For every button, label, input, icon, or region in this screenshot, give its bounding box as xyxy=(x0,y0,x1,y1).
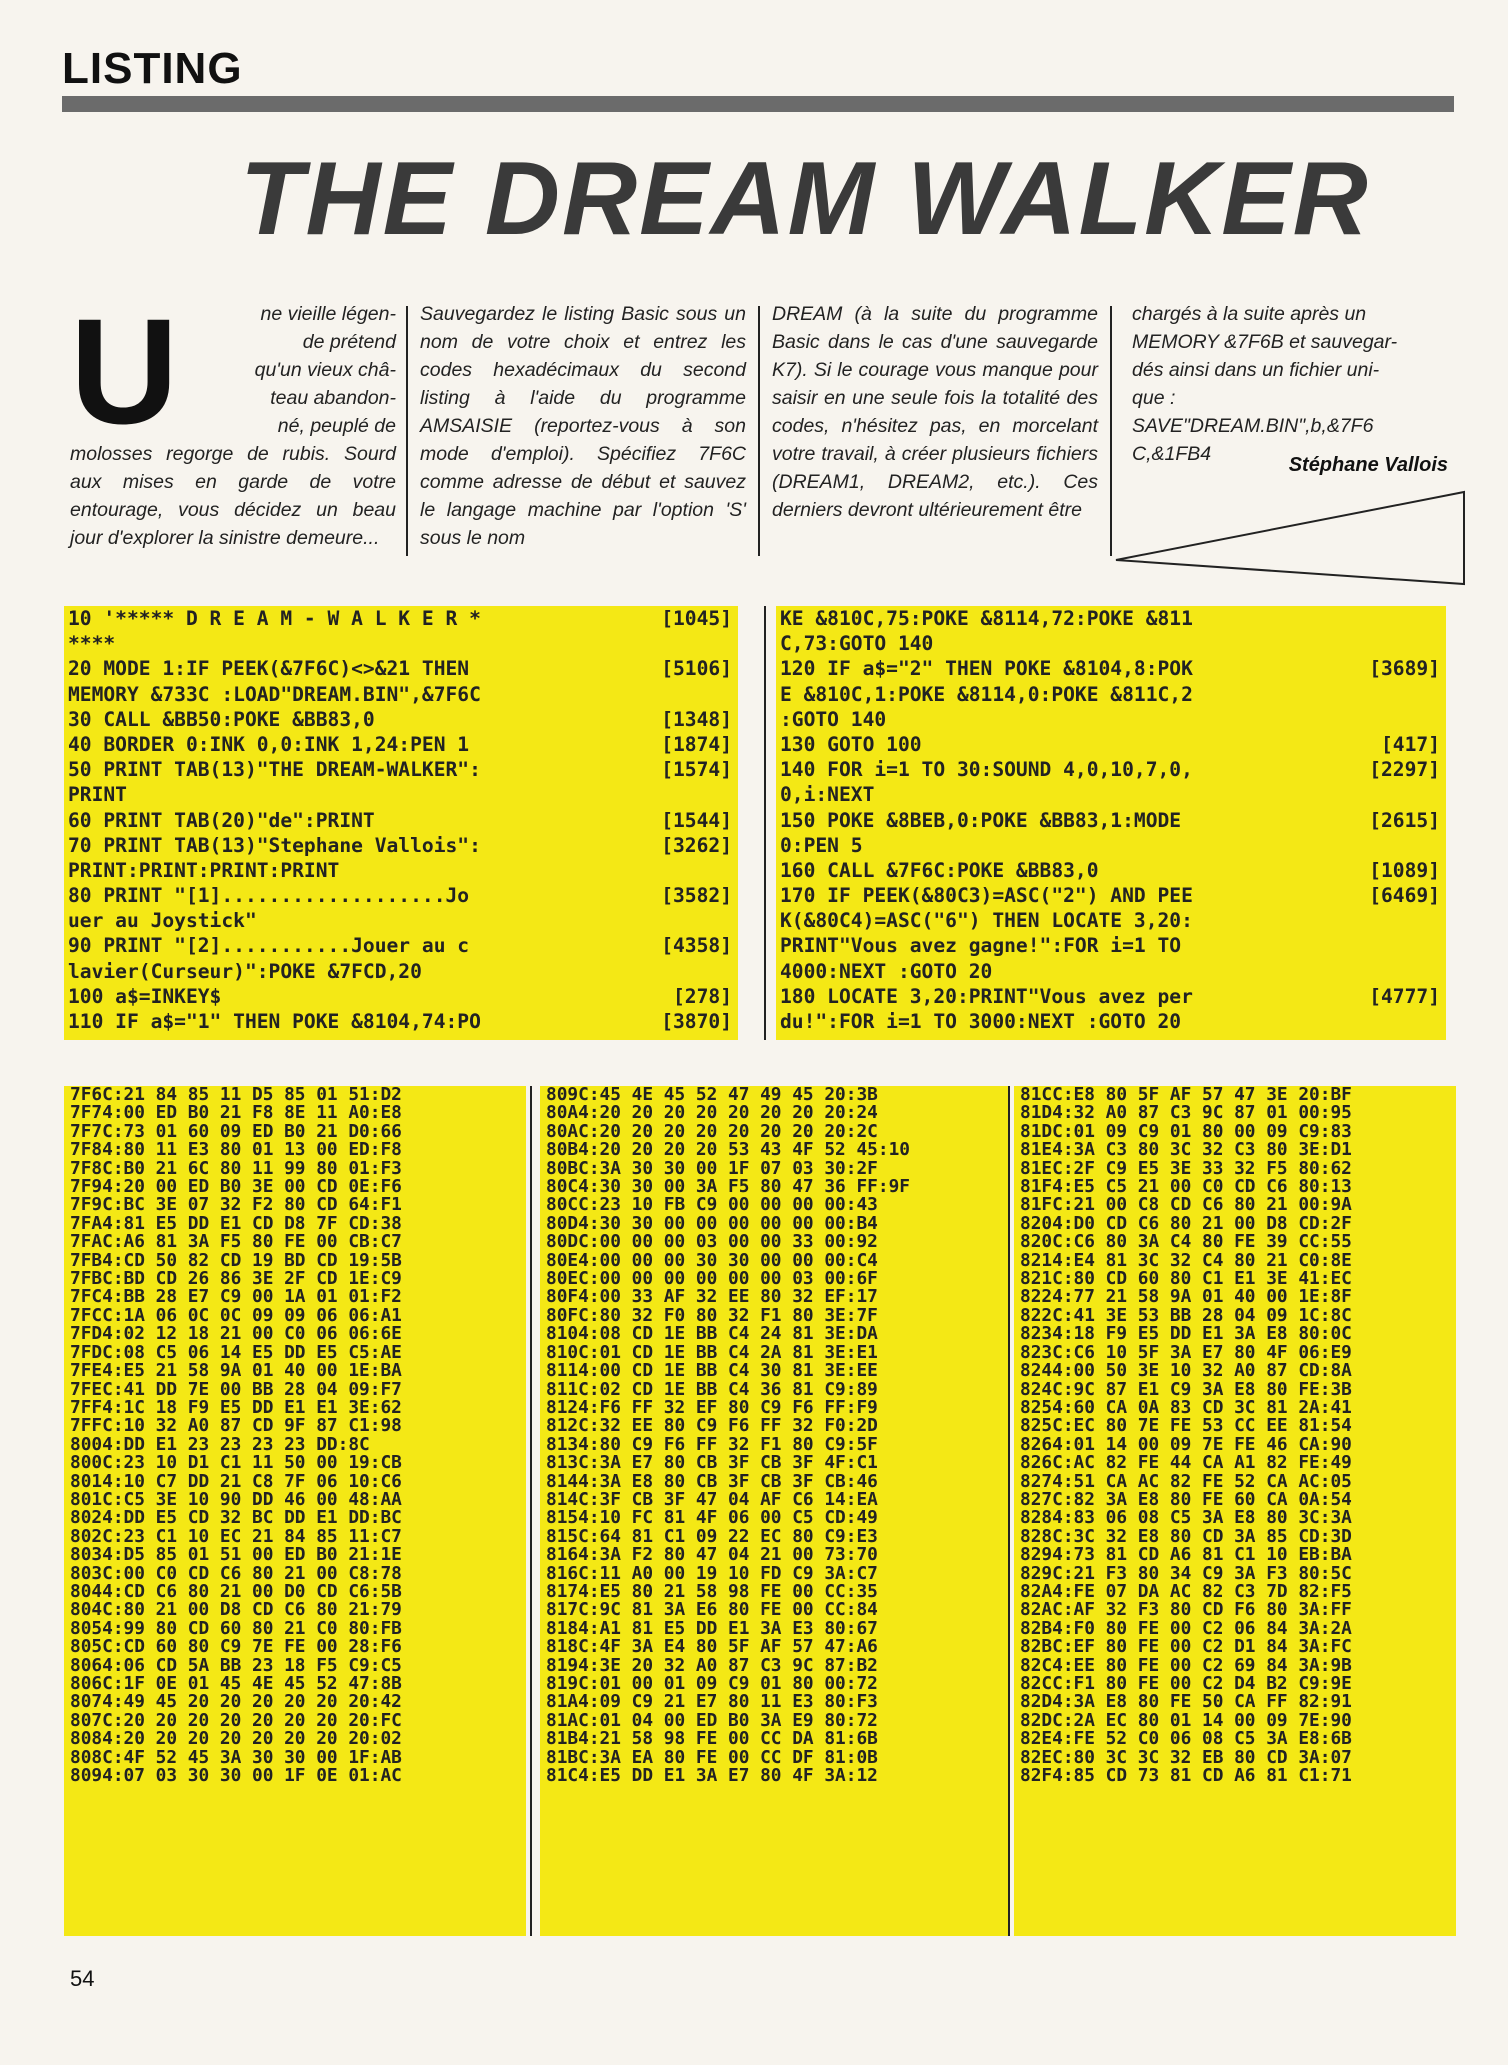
basic-checksum: [2615] xyxy=(1369,808,1440,832)
intro-line: que : xyxy=(1132,387,1176,409)
basic-checksum: [4358] xyxy=(661,934,732,958)
basic-line xyxy=(780,858,1446,883)
intro-line: chargés à la suite après un xyxy=(1132,303,1367,325)
basic-line xyxy=(780,631,1446,656)
basic-code: 100 a$=INKEY$ xyxy=(68,984,222,1008)
intro-line: ne vieille légen- xyxy=(260,303,396,325)
basic-line xyxy=(68,933,738,958)
basic-line xyxy=(68,1009,738,1034)
basic-line xyxy=(68,707,738,732)
basic-code: 180 LOCATE 3,20:PRINT"Vous avez per xyxy=(780,984,1193,1008)
basic-checksum: [3582] xyxy=(661,884,732,908)
page-number: 54 xyxy=(70,1966,95,1991)
basic-line xyxy=(780,959,1446,984)
intro-line: C,&1FB4 xyxy=(1132,443,1212,465)
basic-line xyxy=(780,606,1446,631)
basic-code: 170 IF PEEK(&80C3)=ASC("2") AND PEE xyxy=(780,884,1193,908)
basic-line xyxy=(780,933,1446,958)
basic-line xyxy=(68,631,738,656)
basic-code: 140 FOR i=1 TO 30:SOUND 4,0,10,7,0, xyxy=(780,758,1193,782)
basic-code: 20 MODE 1:IF PEEK(&7F6C)<>&21 THEN xyxy=(68,657,470,681)
column-divider xyxy=(406,306,408,556)
basic-code: 50 PRINT TAB(13)"THE DREAM-WALKER": xyxy=(68,758,481,782)
basic-code: 80 PRINT "[1]...................Jo xyxy=(68,884,470,908)
basic-line xyxy=(780,984,1446,1009)
basic-checksum: [1348] xyxy=(661,707,732,731)
basic-code: 30 CALL &BB50:POKE &BB83,0 xyxy=(68,707,375,731)
basic-code: **** xyxy=(68,632,116,656)
section-label: LISTING xyxy=(62,44,243,93)
basic-line xyxy=(780,707,1446,732)
basic-code: 130 GOTO 100 xyxy=(780,732,922,756)
basic-checksum: [6469] xyxy=(1369,884,1440,908)
basic-line xyxy=(68,908,738,933)
basic-checksum: [1574] xyxy=(661,758,732,782)
basic-checksum: [1089] xyxy=(1369,858,1440,882)
hex-listing-1: 7F6C:21 84 85 11 D5 85 01 51:D2 7F74:00 ED B0 21 F8 8E 11 A0:E8 7F7C:73 01 60 09 ED B0 21 D0:66 7F84:80 11 E3 80 01 13 00 ED:F8 7F8C:B0 21 6C 80 11 99 80 01:F3 7F94:20 00 ED B0 3E 00 CD 0E:F6 7F9C:BC 3E 07 32 F2 80 CD 64:F1 7FA4:81 E5 DD E1 CD D8 7F CD:38 7FAC:A6 81 3A F5 80 FE 00 CB:C7 7FB4:CD 50 82 CD 19 BD CD 19:5B 7FBC:BD CD 26 86 3E 2F CD 1E:C9 7FC4:BB 28 E7 C9 00 1A 01 01:F2 7FCC:1A 06 0C 0C 09 09 06 06:A1 7FD4:02 12 18 21 00 C0 06 06:6E 7FDC:08 C5 06 14 E5 DD E5 C5:AE 7FE4:E5 21 58 9A 01 40 00 1E:BA 7FEC:41 DD 7E 00 BB 28 04 09:F7 7FF4:1C 18 F9 E5 DD E1 E1 3E:62 7FFC:10 32 A0 87 CD 9F 87 C1:98 8004:DD E1 23 23 23 23 DD:8C 800C:23 10 D1 C1 11 50 00 19:CB 8014:10 C7 DD 21 C8 7F 06 10:C6 801C:C5 3E 10 90 DD 46 00 48:AA 8024:DD E5 CD 32 BC DD E1 DD:BC 802C:23 C1 10 EC 21 84 85 11:C7 8034:D5 85 01 51 00 ED B0 21:1E 803C:00 C0 CD C6 80 21 00 C8:78 8044:CD C6 80 21 00 D0 CD C6:5B 804C:80 21 00 D8 CD C6 80 21:79 8054:99 80 CD 60 80 21 C0 80:FB 805C:CD 60 80 C9 7E FE 00 28:F6 8064:06 CD 5A BB 23 18 F5 C9:C5 806C:1F 0E 01 45 4E 45 52 47:8B 8074:49 45 20 20 20 20 20 20:42 807C:20 20 20 20 20 20 20 20:FC 8084:20 20 20 20 20 20 20 20:02 808C:4F 52 45 3A 30 30 00 1F:AB 8094:07 03 30 30 00 1F 0E 01:AC xyxy=(64,1086,526,1936)
basic-line xyxy=(780,883,1446,908)
basic-code: 0,i:NEXT xyxy=(780,783,875,807)
basic-code: 10 '***** D R E A M - W A L K E R * xyxy=(68,607,481,630)
basic-line xyxy=(68,858,738,883)
basic-code: lavier(Curseur)":POKE &7FCD,20 xyxy=(68,959,422,983)
intro-line: MEMORY &7F6B et sauvegar- xyxy=(1132,331,1398,353)
hex-listing-2: 809C:45 4E 45 52 47 49 45 20:3B 80A4:20 20 20 20 20 20 20 20:24 80AC:20 20 20 20 20 20 20 20:2C 80B4:20 20 20 20 53 43 4F 52 45:10 80BC:3A 30 30 00 1F 07 03 30:2F 80C4:30 30 00 3A F5 80 47 36 FF:9F 80CC:23 10 FB C9 00 00 00 00:43 80D4:30 30 00 00 00 00 00 00:B4 80DC:00 00 00 03 00 00 33 00:92 80E4:00 00 00 30 30 00 00 00:C4 80EC:00 00 00 00 00 00 03 00:6F 80F4:00 33 AF 32 EE 80 32 EF:17 80FC:80 32 F0 80 32 F1 80 3E:7F 8104:08 CD 1E BB C4 24 81 3E:DA 810C:01 CD 1E BB C4 2A 81 3E:E1 8114:00 CD 1E BB C4 30 81 3E:EE 811C:02 CD 1E BB C4 36 81 C9:89 8124:F6 FF 32 EF 80 C9 F6 FF:F9 812C:32 EE 80 C9 F6 FF 32 F0:2D 8134:80 C9 F6 FF 32 F1 80 C9:5F 813C:3A E7 80 CB 3F CB 3F 4F:C1 8144:3A E8 80 CB 3F CB 3F CB:46 814C:3F CB 3F 47 04 AF C6 14:EA 8154:10 FC 81 4F 06 00 C5 CD:49 815C:64 81 C1 09 22 EC 80 C9:E3 8164:3A F2 80 47 04 21 00 73:70 816C:11 A0 00 19 10 FD C9 3A:C7 8174:E5 80 21 58 98 FE 00 CC:35 817C:9C 81 3A E6 80 FE 00 CC:84 8184:A1 81 E5 DD E1 3A E3 80:67 818C:4F 3A E4 80 5F AF 57 47:A6 8194:3E 20 32 A0 87 C3 9C 87:B2 819C:01 00 01 09 C9 01 80 00:72 81A4:09 C9 21 E7 80 11 E3 80:F3 81AC:01 04 00 ED B0 3A E9 80:72 81B4:21 58 98 FE 00 CC DA 81:6B 81BC:3A EA 80 FE 00 CC DF 81:0B 81C4:E5 DD E1 3A E7 80 4F 3A:12 xyxy=(540,1086,1008,1936)
basic-code: du!":FOR i=1 TO 3000:NEXT :GOTO 20 xyxy=(780,1010,1182,1033)
intro-column-2: Sauvegardez le listing Basic sous un nom de votre choix et entrez les codes hexadécimaux du second listing à l'aide du programme AMSAISIE (reportez-vous à son mode d'emploi). Spécifiez 7F6C comme adresse de début et sauvez le langage machine par l'option 'S' sous le nom xyxy=(420,303,746,549)
basic-code: 60 PRINT TAB(20)"de":PRINT xyxy=(68,808,375,832)
basic-checksum: [2297] xyxy=(1369,758,1440,782)
basic-line xyxy=(68,732,738,757)
basic-code: 110 IF a$="1" THEN POKE &8104,74:PO xyxy=(68,1010,481,1033)
intro-column-1-indented xyxy=(70,300,396,440)
hex-listing-3: 81CC:E8 80 5F AF 57 47 3E 20:BF 81D4:32 A0 87 C3 9C 87 01 00:95 81DC:01 09 C9 01 80 00 09 C9:83 81E4:3A C3 80 3C 32 C3 80 3E:D1 81EC:2F C9 E5 3E 33 32 F5 80:62 81F4:E5 C5 21 00 C0 CD C6 80:13 81FC:21 00 C8 CD C6 80 21 00:9A 8204:D0 CD C6 80 21 00 D8 CD:2F 820C:C6 80 3A C4 80 FE 39 CC:55 8214:E4 81 3C 32 C4 80 21 C0:8E 821C:80 CD 60 80 C1 E1 3E 41:EC 8224:77 21 58 9A 01 40 00 1E:8F 822C:41 3E 53 BB 28 04 09 1C:8C 8234:18 F9 E5 DD E1 3A E8 80:0C 823C:C6 10 5F 3A E7 80 4F 06:E9 8244:00 50 3E 10 32 A0 87 CD:8A 824C:9C 87 E1 C9 3A E8 80 FE:3B 8254:60 CA 0A 83 CD 3C 81 2A:41 825C:EC 80 7E FE 53 CC EE 81:54 8264:01 14 00 09 7E FE 46 CA:90 826C:AC 82 FE 44 CA A1 82 FE:49 8274:51 CA AC 82 FE 52 CA AC:05 827C:82 3A E8 80 FE 60 CA 0A:54 8284:83 06 08 C5 3A E8 80 3C:3A 828C:3C 32 E8 80 CD 3A 85 CD:3D 8294:73 81 CD A6 81 C1 10 EB:BA 829C:21 F3 80 34 C9 3A F3 80:5C 82A4:FE 07 DA AC 82 C3 7D 82:F5 82AC:AF 32 F3 80 CD F6 80 3A:FF 82B4:F0 80 FE 00 C2 06 84 3A:2A 82BC:EF 80 FE 00 C2 D1 84 3A:FC 82C4:EE 80 FE 00 C2 69 84 3A:9B 82CC:F1 80 FE 00 C2 D4 B2 C9:9E 82D4:3A E8 80 FE 50 CA FF 82:91 82DC:2A EC 80 01 14 00 09 7E:90 82E4:FE 52 C0 06 08 C5 3A E8:6B 82EC:80 3C 3C 32 EB 80 CD 3A:07 82F4:85 CD 73 81 CD A6 81 C1:71 xyxy=(1014,1086,1456,1936)
intro-line: dés ainsi dans un fichier uni- xyxy=(1132,359,1380,381)
basic-line xyxy=(68,656,738,681)
basic-code: :GOTO 140 xyxy=(780,707,887,731)
intro-column-1 xyxy=(70,300,396,552)
decorative-wedge xyxy=(1110,488,1470,588)
basic-code: 150 POKE &8BEB,0:POKE &BB83,1:MODE xyxy=(780,808,1182,832)
basic-line xyxy=(780,908,1446,933)
basic-checksum: [417] xyxy=(1381,732,1440,756)
basic-checksum: [4777] xyxy=(1369,984,1440,1008)
basic-code: 4000:NEXT :GOTO 20 xyxy=(780,959,993,983)
intro-line: teau abandon- xyxy=(270,387,396,409)
basic-code: C,73:GOTO 140 xyxy=(780,632,934,656)
author-name: Stéphane Vallois xyxy=(1288,454,1448,476)
basic-line xyxy=(68,883,738,908)
basic-checksum: [278] xyxy=(673,984,732,1008)
basic-checksum: [1874] xyxy=(661,732,732,756)
basic-code: 40 BORDER 0:INK 0,0:INK 1,24:PEN 1 xyxy=(68,732,470,756)
basic-listing-left xyxy=(64,606,738,1040)
basic-line xyxy=(68,682,738,707)
basic-checksum: [1045] xyxy=(661,607,732,630)
header-rule xyxy=(62,96,1454,112)
basic-code: 70 PRINT TAB(13)"Stephane Vallois": xyxy=(68,833,481,857)
basic-line xyxy=(780,732,1446,757)
basic-line xyxy=(780,808,1446,833)
intro-line: né, peuplé de xyxy=(277,415,396,437)
basic-listing-right xyxy=(776,606,1446,1040)
basic-line xyxy=(780,757,1446,782)
intro-line: qu'un vieux châ- xyxy=(254,359,396,381)
basic-code: KE &810C,75:POKE &8114,72:POKE &811 xyxy=(780,607,1193,630)
basic-line xyxy=(780,682,1446,707)
basic-code: K(&80C4)=ASC("6") THEN LOCATE 3,20: xyxy=(780,909,1193,933)
basic-code: PRINT"Vous avez gagne!":FOR i=1 TO xyxy=(780,934,1182,958)
column-divider xyxy=(758,306,760,556)
intro-line: SAVE"DREAM.BIN",b,&7F6 xyxy=(1132,415,1374,437)
basic-code: PRINT:PRINT:PRINT:PRINT xyxy=(68,858,340,882)
intro-line: de prétend xyxy=(302,331,396,353)
basic-code: MEMORY &733C :LOAD"DREAM.BIN",&7F6C xyxy=(68,682,481,706)
basic-line xyxy=(68,984,738,1009)
basic-checksum: [1544] xyxy=(661,808,732,832)
basic-line xyxy=(780,656,1446,681)
basic-code: uer au Joystick" xyxy=(68,909,257,933)
basic-code: 160 CALL &7F6C:POKE &BB83,0 xyxy=(780,858,1099,882)
intro-column-3: DREAM (à la suite du programme Basic dans le cas d'une sauvegarde K7). Si le courage vous manque pour saisir en une seule fois la totalité des codes, n'hésitez pas, en morcelant votre travail, à créer plusieurs fichiers (DREAM1, DREAM2, etc.). Ces derniers devront ultérieurement être xyxy=(772,303,1098,521)
basic-line xyxy=(780,1009,1446,1034)
basic-line xyxy=(780,782,1446,807)
basic-checksum: [3262] xyxy=(661,833,732,857)
basic-code: 120 IF a$="2" THEN POKE &8104,8:POK xyxy=(780,657,1193,681)
listing-divider xyxy=(530,1086,532,1936)
basic-code: E &810C,1:POKE &8114,0:POKE &811C,2 xyxy=(780,682,1193,706)
basic-line xyxy=(68,757,738,782)
basic-code: 90 PRINT "[2]...........Jouer au c xyxy=(68,934,470,958)
basic-line xyxy=(68,959,738,984)
basic-line xyxy=(780,833,1446,858)
page-title: THE DREAM WALKER xyxy=(240,141,1370,257)
basic-checksum: [3689] xyxy=(1369,657,1440,681)
listing-divider xyxy=(764,606,766,1040)
basic-line xyxy=(68,782,738,807)
basic-checksum: [5106] xyxy=(661,657,732,681)
listing-divider xyxy=(1008,1086,1010,1936)
intro-column-4 xyxy=(1132,300,1450,468)
drop-cap: U xyxy=(70,287,179,455)
basic-code: 0:PEN 5 xyxy=(780,833,863,857)
basic-line xyxy=(68,833,738,858)
basic-checksum: [3870] xyxy=(661,1010,732,1033)
basic-line xyxy=(68,808,738,833)
basic-code: PRINT xyxy=(68,783,127,807)
intro-column-1-text: molosses regorge de rubis. Sourd aux mises en garde de votre entourage, vous décidez un beau jour d'explorer la sinistre demeure... xyxy=(70,443,396,549)
basic-line xyxy=(68,606,738,631)
